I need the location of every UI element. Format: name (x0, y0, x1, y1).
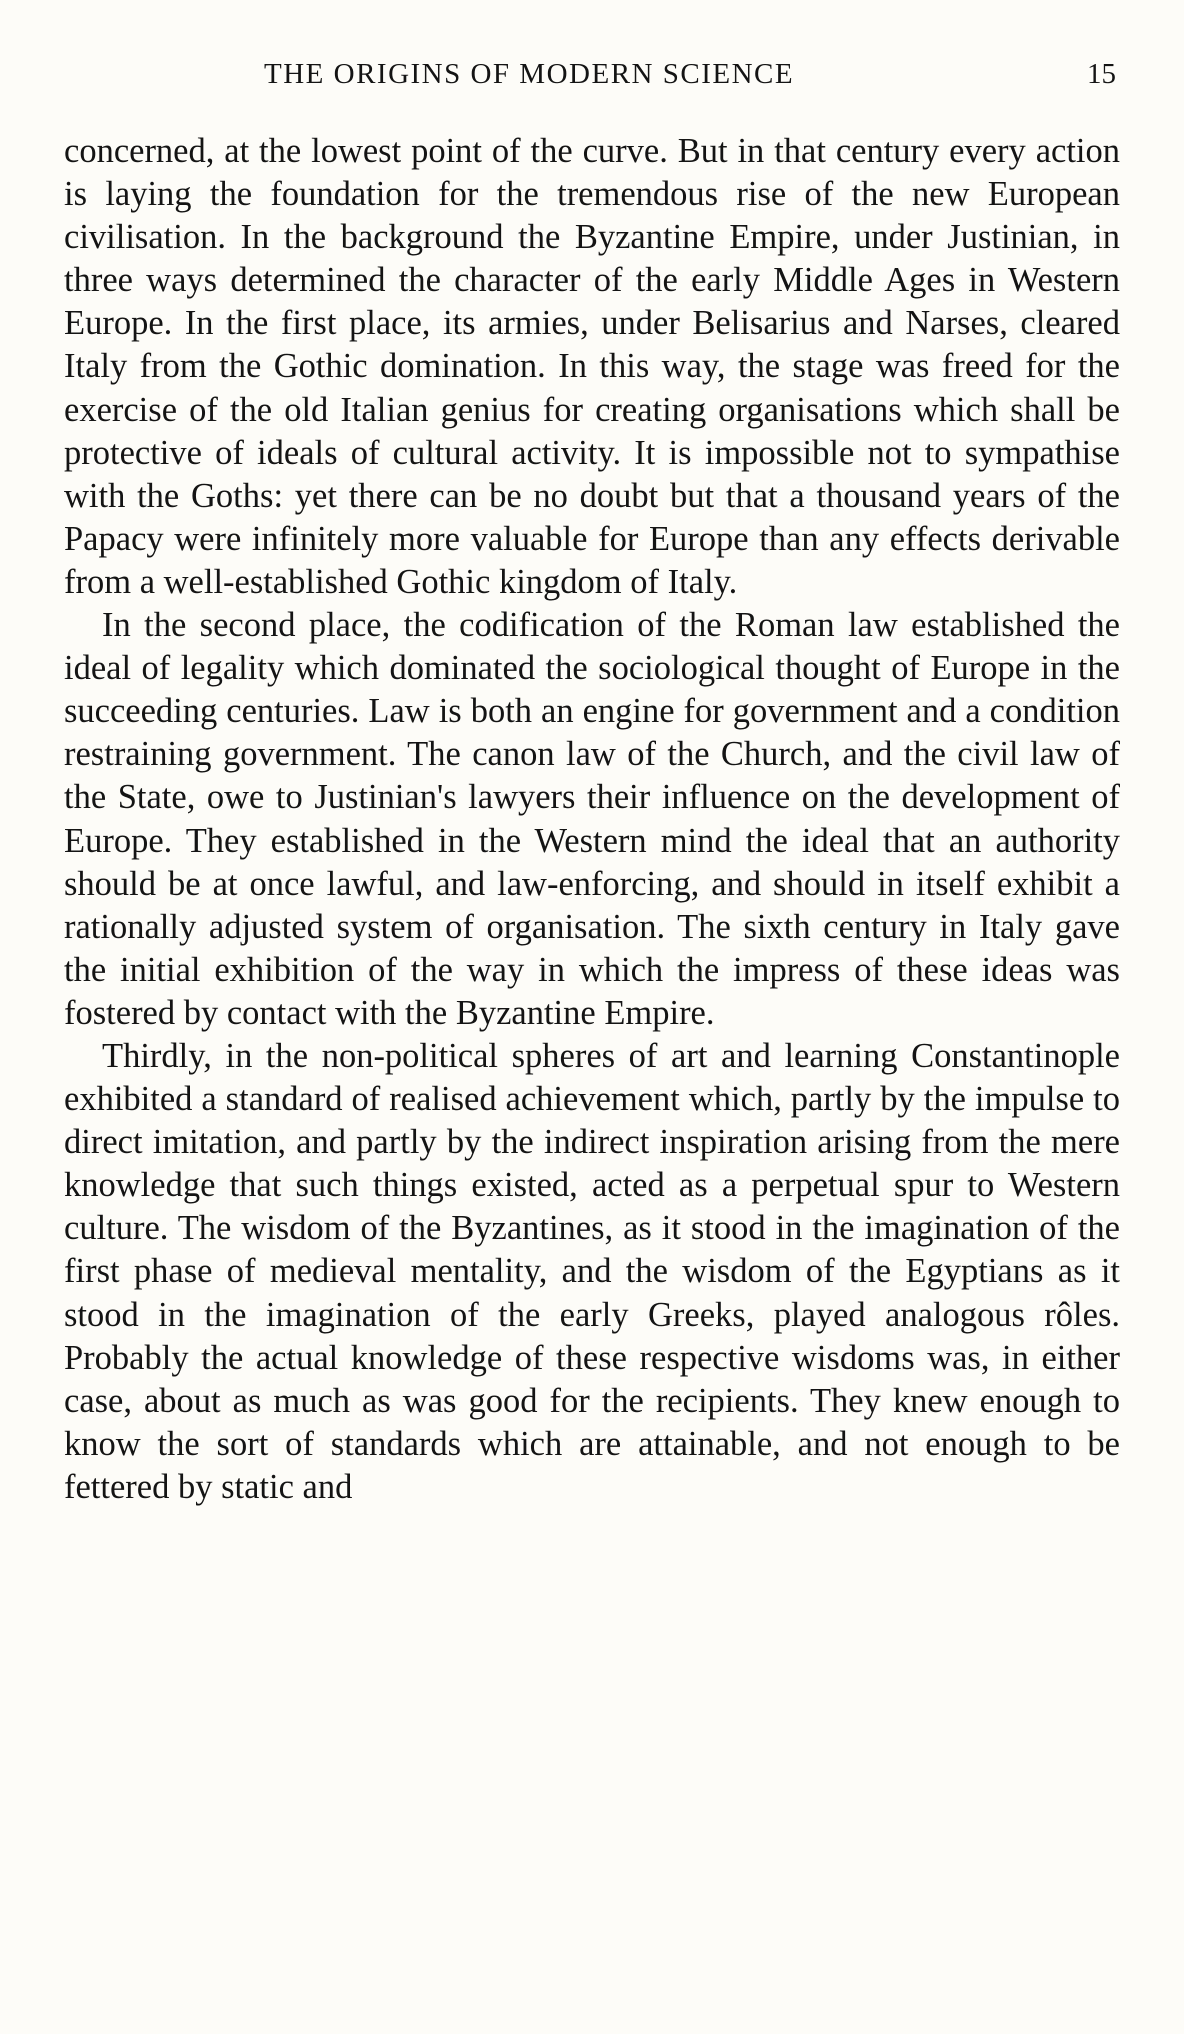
paragraph-roman-law: In the second place, the codification of the Roman law established the ideal of legality which dominated the sociological thought of Europe in the succeeding centuries. Law is both an engine for government and a condition restraining government. The canon law of the Church, and the civil law of the State, owe to Justinian's lawyers their influence on the development of Europe. They established in the Western mind the ideal that an authority should be at once lawful, and law-enforcing, and should in itself exhibit a rationally adjusted system of organisation. The sixth century in Italy gave the initial exhibition of the way in which the impress of these ideas was fostered by contact with the Byzantine Empire. (64, 606, 1120, 1032)
running-head (64, 58, 1120, 106)
paragraph-continuation: concerned, at the lowest point of the curve. But in that century every action is laying the foundation for the tremendous rise of the new European civilisation. In the background the Byzantine Empire, under Justinian, in three ways determined the character of the early Middle Ages in Western Europe. In the first place, its armies, under Belisarius and Narses, cleared Italy from the Gothic domination. In this way, the stage was freed for the exercise of the old Italian genius for creating organisations which shall be protective of ideals of cultural activity. It is impossible not to sympathise with the Goths: yet there can be no doubt but that a thousand years of the Papacy were infinitely more valuable for Europe than any effects derivable from a well-established Gothic kingdom of Italy. (64, 132, 1120, 601)
book-page (64, 0, 1120, 2034)
running-title: THE ORIGINS OF MODERN SCIENCE (264, 58, 795, 90)
body-text (64, 130, 1120, 1509)
paragraph-art-and-learning: Thirdly, in the non-political spheres of art and learning Constantinople exhibited a standard of realised achievement which, partly by the impulse to direct imitation, and partly by the indirect inspiration arising from the mere knowledge that such things existed, acted as a perpetual spur to Western culture. The wisdom of the Byzantines, as it stood in the imagination of the first phase of medieval mentality, and the wisdom of the Egyptians as it stood in the imagination of the early Greeks, played analogous rôles. Probably the actual knowledge of these respective wisdoms was, in either case, about as much as was good for the recipients. They knew enough to know the sort of standards which are attainable, and not enough to be fettered by static and (64, 1036, 1120, 1506)
page-number: 15 (1087, 58, 1116, 90)
